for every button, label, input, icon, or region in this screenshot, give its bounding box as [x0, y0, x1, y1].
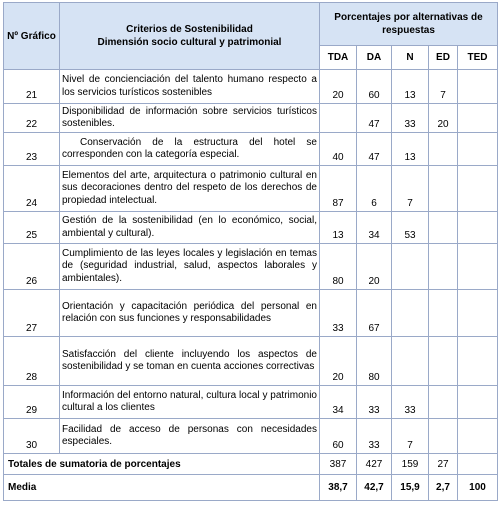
- value-da: 47: [357, 104, 392, 133]
- media-label: Media: [4, 475, 320, 501]
- header-chart-number: Nº Gráfico: [4, 3, 60, 70]
- criterion-text: Elementos del arte, arquitectura o patrimonio cultural en sus decoraciones dentro del respeto de los derechos de propiedad intelectual.: [60, 166, 320, 212]
- table-row: [4, 70, 498, 104]
- value-da: 60: [357, 70, 392, 104]
- criterion-text: Disponibilidad de información sobre servicios turísticos sostenibles.: [60, 104, 320, 133]
- value-tda: 60: [320, 419, 357, 454]
- value-da: 20: [357, 244, 392, 290]
- value-n: 13: [392, 70, 429, 104]
- value-n: 33: [392, 386, 429, 419]
- value-ted: [458, 133, 498, 166]
- media-ted: 100: [458, 475, 498, 501]
- value-n: 33: [392, 104, 429, 133]
- table-row: [4, 212, 498, 244]
- value-da: 47: [357, 133, 392, 166]
- value-n: 7: [392, 166, 429, 212]
- value-tda: 20: [320, 70, 357, 104]
- value-ed: [429, 212, 458, 244]
- chart-number: 28: [4, 337, 60, 386]
- media-n: 15,9: [392, 475, 429, 501]
- header-percentages: Porcentajes por alternativas de respuestas: [320, 3, 498, 46]
- header-criteria-title: Criterios de Sostenibilidad: [126, 24, 253, 35]
- table-row: [4, 386, 498, 419]
- value-ted: [458, 166, 498, 212]
- chart-number: 24: [4, 166, 60, 212]
- header-n: N: [392, 46, 429, 70]
- value-n: 7: [392, 419, 429, 454]
- totals-tda: 387: [320, 454, 357, 475]
- header-tda: TDA: [320, 46, 357, 70]
- media-tda: 38,7: [320, 475, 357, 501]
- criterion-text: Satisfacción del cliente incluyendo los aspectos de sostenibilidad y se toman en cuenta acciones correctivas: [60, 337, 320, 386]
- value-ted: [458, 386, 498, 419]
- table-row: [4, 419, 498, 454]
- header-criteria-subtitle: Dimensión socio cultural y patrimonial: [97, 37, 282, 48]
- media-row: [4, 475, 498, 501]
- chart-number: 29: [4, 386, 60, 419]
- chart-number: 27: [4, 290, 60, 337]
- totals-n: 159: [392, 454, 429, 475]
- media-da: 42,7: [357, 475, 392, 501]
- value-tda: [320, 104, 357, 133]
- chart-number: 22: [4, 104, 60, 133]
- value-ted: [458, 70, 498, 104]
- totals-da: 427: [357, 454, 392, 475]
- value-n: [392, 244, 429, 290]
- value-ed: [429, 244, 458, 290]
- value-ed: 20: [429, 104, 458, 133]
- media-ed: 2,7: [429, 475, 458, 501]
- value-tda: 40: [320, 133, 357, 166]
- value-n: [392, 337, 429, 386]
- table-row: [4, 290, 498, 337]
- table-row: [4, 337, 498, 386]
- table-row: [4, 244, 498, 290]
- value-tda: 20: [320, 337, 357, 386]
- value-ed: 7: [429, 70, 458, 104]
- header-ed: ED: [429, 46, 458, 70]
- value-ed: [429, 290, 458, 337]
- value-ed: [429, 133, 458, 166]
- criterion-text: Facilidad de acceso de personas con necesidades especiales.: [60, 419, 320, 454]
- value-ted: [458, 419, 498, 454]
- value-n: 53: [392, 212, 429, 244]
- totals-label: Totales de sumatoria de porcentajes: [4, 454, 320, 475]
- value-tda: 34: [320, 386, 357, 419]
- table-row: [4, 104, 498, 133]
- value-tda: 13: [320, 212, 357, 244]
- criterion-text: Información del entorno natural, cultura local y patrimonio cultural a los clientes: [60, 386, 320, 419]
- totals-ed: 27: [429, 454, 458, 475]
- table-row: [4, 166, 498, 212]
- value-ed: [429, 337, 458, 386]
- value-ed: [429, 166, 458, 212]
- header-da: DA: [357, 46, 392, 70]
- value-da: 80: [357, 337, 392, 386]
- header-criteria: [60, 3, 320, 70]
- sustainability-criteria-table: [3, 2, 498, 501]
- criterion-text: Nivel de concienciación del talento humano respecto a los servicios turísticos sostenibles: [60, 70, 320, 104]
- value-ted: [458, 244, 498, 290]
- totals-ted: [458, 454, 498, 475]
- value-ted: [458, 104, 498, 133]
- table-row: [4, 133, 498, 166]
- criterion-text: Gestión de la sostenibilidad (en lo económico, social, ambiental y cultural).: [60, 212, 320, 244]
- value-n: 13: [392, 133, 429, 166]
- value-ted: [458, 290, 498, 337]
- value-ted: [458, 212, 498, 244]
- criterion-text: Cumplimiento de las leyes locales y legislación en temas de (seguridad industrial, salud, aspectos laborales y ambientales).: [60, 244, 320, 290]
- value-ed: [429, 386, 458, 419]
- chart-number: 21: [4, 70, 60, 104]
- value-da: 34: [357, 212, 392, 244]
- value-da: 33: [357, 386, 392, 419]
- chart-number: 23: [4, 133, 60, 166]
- value-n: [392, 290, 429, 337]
- chart-number: 25: [4, 212, 60, 244]
- value-tda: 80: [320, 244, 357, 290]
- totals-row: [4, 454, 498, 475]
- chart-number: 26: [4, 244, 60, 290]
- value-tda: 87: [320, 166, 357, 212]
- value-da: 67: [357, 290, 392, 337]
- value-da: 33: [357, 419, 392, 454]
- value-da: 6: [357, 166, 392, 212]
- criterion-text: Conservación de la estructura del hotel se corresponden con la categoría especial.: [60, 133, 320, 166]
- header-ted: TED: [458, 46, 498, 70]
- chart-number: 30: [4, 419, 60, 454]
- value-tda: 33: [320, 290, 357, 337]
- value-ted: [458, 337, 498, 386]
- criterion-text: Orientación y capacitación periódica del personal en relación con sus funciones y responsabilidades: [60, 290, 320, 337]
- value-ed: [429, 419, 458, 454]
